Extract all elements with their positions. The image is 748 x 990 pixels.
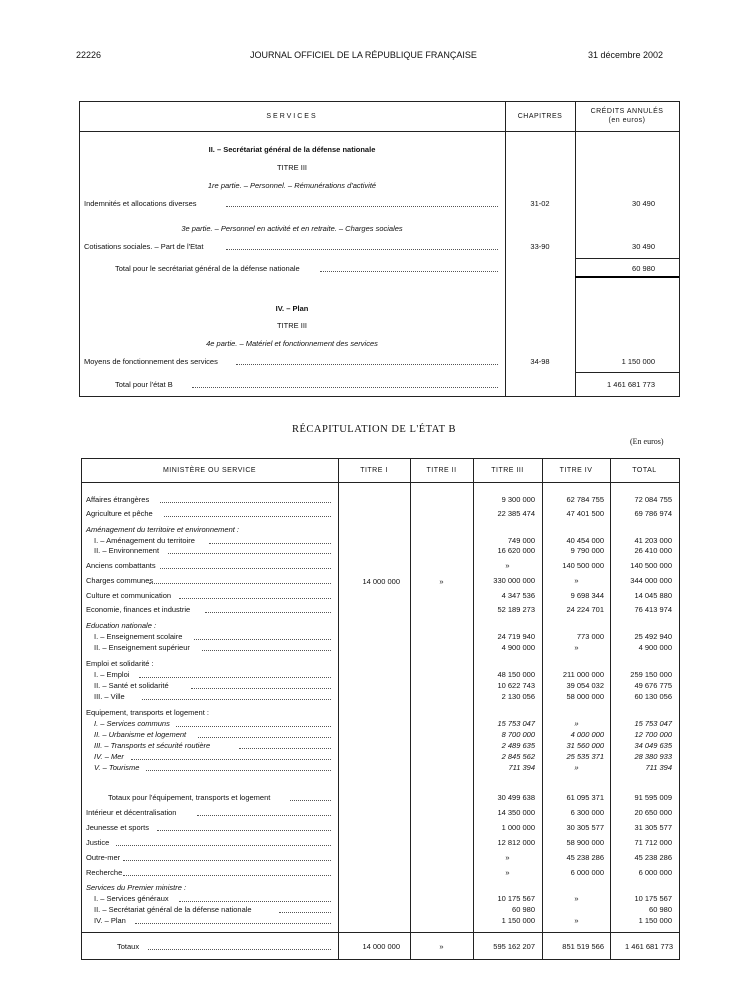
row-titre4: 30 305 577 [566,823,604,832]
titre-heading: TITRE III [277,163,307,172]
col-ministere: MINISTÈRE OU SERVICE [162,467,257,474]
row-titre4: 773 000 [576,632,604,641]
row-label: Affaires étrangères [86,495,150,504]
total-value: 1 461 681 773 [607,380,655,389]
totaux-titre1: 14 000 000 [362,942,400,951]
row-titre4: 25 535 371 [566,752,604,761]
row-label: Justice [86,838,110,847]
group-heading: Emploi et solidarité : [86,659,154,668]
leader-dots [160,502,331,503]
row-titre4: 40 454 000 [566,536,604,545]
leader-dots [116,845,331,846]
row-label: Recherche [86,868,123,877]
col-chapitres: CHAPITRES [517,113,563,120]
leader-dots [202,650,331,651]
leader-dots [209,543,331,544]
row-total: 140 500 000 [630,561,672,570]
row-total: 76 413 974 [634,605,672,614]
row-label: I. – Emploi [94,670,130,679]
leader-dots [239,748,331,749]
row-titre3: 14 350 000 [497,808,535,817]
leader-dots [131,759,331,760]
partie-heading: 3e partie. – Personnel en activité et en retraite. – Charges sociales [181,224,403,233]
row-titre4: 140 500 000 [562,561,604,570]
section-title: II. – Secrétariat général de la défense nationale [208,145,376,154]
row-label: Economie, finances et industrie [86,605,191,614]
row-titre3: 60 980 [512,905,535,914]
leader-dots [198,737,331,738]
row-titre4: 61 095 371 [566,793,604,802]
row-titre4: 6 300 000 [570,808,604,817]
row-total: 26 410 000 [634,546,672,555]
row-value: 30 490 [632,199,655,208]
row-label: Anciens combattants [86,561,156,570]
col-credits: CRÉDITS ANNULÉS [590,108,664,115]
row-titre4: 6 000 000 [570,868,604,877]
subtotal-value: 60 980 [632,264,655,273]
leader-dots [197,815,331,816]
row-label: III. – Ville [94,692,125,701]
leader-dots [164,516,331,517]
row-chapitre: 33-90 [530,242,550,251]
row-label: II. – Santé et solidarité [94,681,169,690]
page-number: 22226 [76,50,102,60]
row-label: I. – Enseignement scolaire [94,632,183,641]
row-label: IV. – Plan [94,916,126,925]
row-titre4: 58 000 000 [566,692,604,701]
row-titre3: 22 385 474 [497,509,535,518]
row-titre4: 45 238 286 [566,853,604,862]
row-label: II. – Urbanisme et logement [94,730,187,739]
row-label: Charges communes [86,576,154,585]
row-total: 45 238 286 [634,853,672,862]
row-titre4: 47 401 500 [566,509,604,518]
row-value: 30 490 [632,242,655,251]
row-titre3: 1 000 000 [501,823,535,832]
charges-titre2: » [439,577,444,586]
leader-dots [123,860,331,861]
row-titre3: » [505,868,510,877]
total-label: Total pour l'état B [115,380,173,389]
row-label: III. – Transports et sécurité routière [94,741,211,750]
row-total: 25 492 940 [634,632,672,641]
row-total: 72 084 755 [634,495,672,504]
totaux-total: 1 461 681 773 [625,942,673,951]
row-label: Culture et communication [86,591,172,600]
row-titre3: 749 000 [507,536,535,545]
row-total: 60 130 056 [634,692,672,701]
row-titre4: » [574,894,579,903]
row-chapitre: 31-02 [530,199,550,208]
journal-title: JOURNAL OFFICIEL DE LA RÉPUBLIQUE FRANÇAISE [250,50,477,60]
row-titre4: 39 054 032 [566,681,604,690]
row-label: Indemnités et allocations diverses [84,199,197,208]
recap-title: RÉCAPITULATION DE L'ÉTAT B [291,424,457,435]
partie-heading: 4e partie. – Matériel et fonctionnement des services [206,339,378,348]
row-total: 344 000 000 [630,576,672,585]
group-heading: Services du Premier ministre : [86,883,187,892]
row-label: Agriculture et pêche [86,509,153,518]
row-label: II. – Secrétariat général de la défense nationale [94,905,252,914]
col-titre-3: TITRE III [491,467,524,474]
row-titre4: » [574,643,579,652]
row-titre3: 16 620 000 [497,546,535,555]
row-titre3: 330 000 000 [493,576,535,585]
row-total: 28 380 933 [634,752,672,761]
leader-dots [157,830,331,831]
row-titre3: 4 900 000 [501,643,535,652]
leader-dots [146,770,331,771]
row-total: 20 650 000 [634,808,672,817]
totaux-titre4: 851 519 566 [562,942,604,951]
subtotal-label: Total pour le secrétariat général de la défense nationale [115,264,300,273]
row-total: 14 045 880 [634,591,672,600]
col-titre-1: TITRE I [360,467,388,474]
col-services: SERVICES [266,113,318,120]
row-label: Jeunesse et sports [86,823,149,832]
row-titre4: 9 698 344 [570,591,604,600]
col-titre-2: TITRE II [426,467,457,474]
row-total: 12 700 000 [634,730,672,739]
row-total: 15 753 047 [634,719,672,728]
row-titre4: » [574,719,579,728]
row-total: 34 049 635 [634,741,672,750]
page-date: 31 décembre 2002 [588,50,664,60]
row-titre3: 24 719 940 [497,632,535,641]
row-titre4: » [574,576,579,585]
row-titre4: 58 900 000 [566,838,604,847]
row-titre4: 31 560 000 [566,741,604,750]
leader-dots [149,583,331,584]
row-titre3: 10 175 567 [497,894,535,903]
row-titre4: » [574,916,579,925]
row-total: 259 150 000 [630,670,672,679]
row-titre3: 52 189 273 [497,605,535,614]
row-total: 6 000 000 [638,868,672,877]
row-total: 711 394 [645,763,672,772]
leader-dots [205,612,331,613]
row-titre3: 12 812 000 [497,838,535,847]
partie-heading: 1re partie. – Personnel. – Rémunérations d'activité [207,181,377,190]
row-titre3: 30 499 638 [497,793,535,802]
row-titre3: 15 753 047 [497,719,535,728]
col-credits-unit: (en euros) [608,117,646,124]
leader-dots [179,598,331,599]
row-titre3: 2 130 056 [501,692,535,701]
row-total: 91 595 009 [634,793,672,802]
col-titre-4: TITRE IV [559,467,593,474]
row-label: II. – Enseignement supérieur [94,643,190,652]
leader-dots [290,800,331,801]
group-heading: Equipement, transports et logement : [86,708,209,717]
totaux-label: Totaux [117,942,140,951]
row-titre3: 2 845 562 [501,752,535,761]
row-label: Outre-mer [86,853,121,862]
leader-dots [176,726,331,727]
titre-heading: TITRE III [277,321,307,330]
row-label: Moyens de fonctionnement des services [84,357,218,366]
col-total: TOTAL [632,467,657,474]
row-titre3: 2 489 635 [501,741,535,750]
row-total: 69 786 974 [634,509,672,518]
totaux-titre3: 595 162 207 [493,942,535,951]
row-titre3: » [505,853,510,862]
row-label: I. – Aménagement du territoire [94,536,195,545]
leader-dots [191,688,331,689]
row-titre4: 211 000 000 [562,670,604,679]
leader-dots [279,912,331,913]
group-heading: Aménagement du territoire et environnement : [86,525,239,534]
row-total: 60 980 [649,905,672,914]
leader-dots [135,923,331,924]
leader-dots [168,553,331,554]
row-total: 31 305 577 [634,823,672,832]
row-total: 49 676 775 [634,681,672,690]
group-heading: Education nationale : [86,621,157,630]
recap-unit: (En euros) [630,437,664,446]
row-label: I. – Services communs [94,719,170,728]
charges-titre1: 14 000 000 [362,577,400,586]
row-label: Intérieur et décentralisation [86,808,177,817]
row-titre4: 9 790 000 [570,546,604,555]
row-titre3: » [505,561,510,570]
row-label: IV. – Mer [94,752,124,761]
row-titre3: 1 150 000 [501,916,535,925]
section-title: IV. – Plan [275,304,309,313]
row-titre4: » [574,763,579,772]
row-total: 1 150 000 [638,916,672,925]
row-titre4: 62 784 755 [566,495,604,504]
row-titre3: 9 300 000 [501,495,535,504]
row-label: Cotisations sociales. – Part de l'Etat [84,242,204,251]
row-titre3: 711 394 [508,763,535,772]
row-total: 41 203 000 [634,536,672,545]
leader-dots [139,677,331,678]
row-label: II. – Environnement [94,546,160,555]
leader-dots [123,875,331,876]
row-titre3: 48 150 000 [497,670,535,679]
row-chapitre: 34-98 [530,357,550,366]
row-label: I. – Services généraux [94,894,169,903]
leader-dots [160,568,331,569]
leader-dots [179,901,331,902]
row-label: Totaux pour l'équipement, transports et logement [108,793,271,802]
row-total: 71 712 000 [634,838,672,847]
row-titre3: 8 700 000 [501,730,535,739]
totaux-titre2: » [439,942,444,951]
row-titre3: 10 622 743 [497,681,535,690]
leader-dots [194,639,331,640]
row-titre4: 4 000 000 [570,730,604,739]
leader-dots [142,699,331,700]
row-label: V. – Tourisme [94,763,140,772]
row-total: 4 900 000 [638,643,672,652]
row-titre4: 24 224 701 [566,605,604,614]
row-titre3: 4 347 536 [501,591,535,600]
row-value: 1 150 000 [621,357,655,366]
row-total: 10 175 567 [634,894,672,903]
